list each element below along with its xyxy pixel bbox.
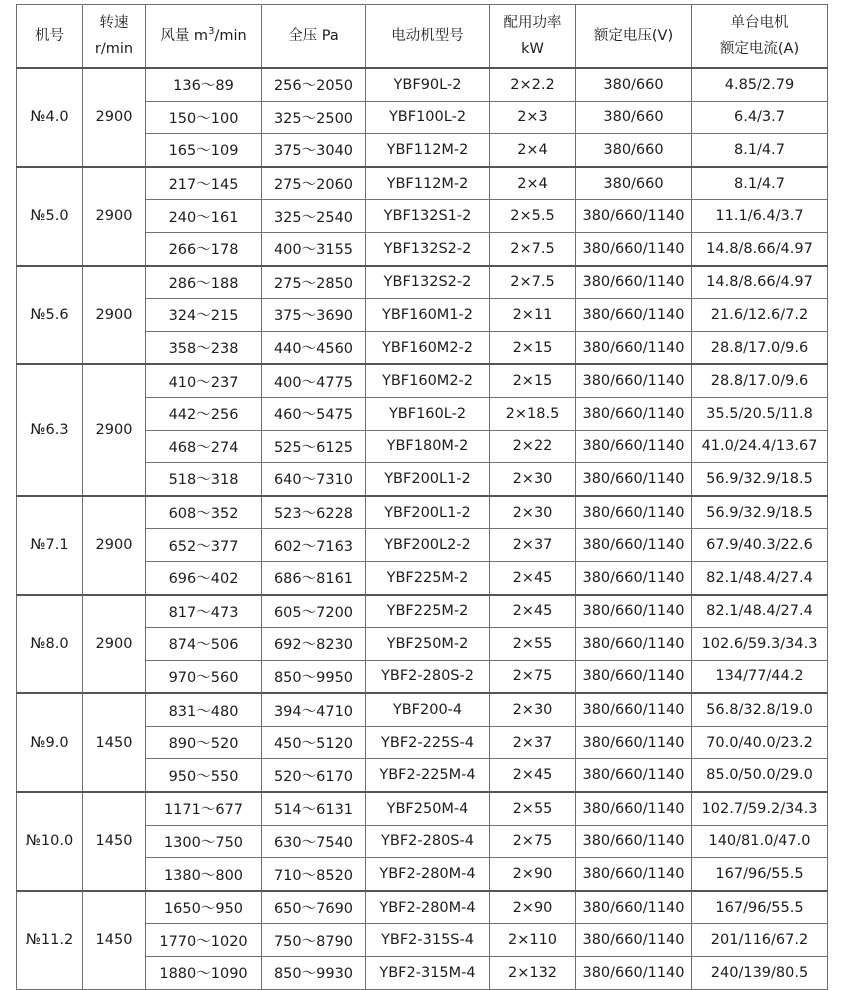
current-cell: 167/96/55.5 [692,891,828,924]
current-cell: 35.5/20.5/11.8 [692,397,828,430]
pressure-cell: 605～7200 [262,595,366,628]
airflow-cell: 165～109 [146,134,262,167]
current-cell: 85.0/50.0/29.0 [692,759,828,792]
pressure-cell: 275～2850 [262,266,366,299]
header-model-no: 机号 [17,5,83,69]
airflow-cell: 1650～950 [146,891,262,924]
motor-model-cell: YBF200L1-2 [366,463,490,496]
voltage-cell: 380/660/1140 [576,825,692,858]
airflow-cell: 831～480 [146,693,262,726]
current-cell: 102.6/59.3/34.3 [692,628,828,661]
motor-model-cell: YBF200-4 [366,693,490,726]
model-no-cell: №9.0 [17,693,83,792]
airflow-cell: 890～520 [146,726,262,759]
pressure-cell: 450～5120 [262,726,366,759]
pressure-cell: 275～2060 [262,167,366,200]
pressure-cell: 525～6125 [262,430,366,463]
voltage-cell: 380/660/1140 [576,792,692,825]
pressure-cell: 325～2500 [262,101,366,134]
voltage-cell: 380/660/1140 [576,200,692,233]
airflow-cell: 1300～750 [146,825,262,858]
current-cell: 56.9/32.9/18.5 [692,463,828,496]
model-no-cell: №8.0 [17,595,83,694]
speed-cell: 1450 [83,792,146,891]
voltage-cell: 380/660/1140 [576,266,692,299]
current-cell: 14.8/8.66/4.97 [692,266,828,299]
voltage-cell: 380/660/1140 [576,595,692,628]
voltage-cell: 380/660/1140 [576,496,692,529]
current-cell: 82.1/48.4/27.4 [692,561,828,594]
motor-model-cell: YBF2-280S-2 [366,660,490,693]
header-pressure: 全压 Pa [262,5,366,69]
motor-model-cell: YBF2-280M-4 [366,858,490,891]
power-cell: 2×15 [490,364,576,397]
airflow-cell: 608～352 [146,496,262,529]
power-cell: 2×5.5 [490,200,576,233]
table-row [17,693,828,726]
motor-model-cell: YBF2-315S-4 [366,924,490,957]
motor-model-cell: YBF200L2-2 [366,529,490,562]
current-cell: 6.4/3.7 [692,101,828,134]
motor-model-cell: YBF160L-2 [366,397,490,430]
motor-model-cell: YBF132S1-2 [366,200,490,233]
pressure-cell: 850～9930 [262,957,366,990]
motor-model-cell: YBF2-280M-4 [366,891,490,924]
current-cell: 41.0/24.4/13.67 [692,430,828,463]
pressure-cell: 375～3040 [262,134,366,167]
power-cell: 2×45 [490,561,576,594]
pressure-cell: 523～6228 [262,496,366,529]
power-cell: 2×90 [490,858,576,891]
power-cell: 2×30 [490,693,576,726]
motor-model-cell: YBF2-225M-4 [366,759,490,792]
power-cell: 2×4 [490,134,576,167]
header-current: 单台电机 额定电流(A) [692,5,828,69]
voltage-cell: 380/660/1140 [576,430,692,463]
voltage-cell: 380/660 [576,167,692,200]
current-cell: 140/81.0/47.0 [692,825,828,858]
pressure-cell: 400～4775 [262,364,366,397]
airflow-cell: 950～550 [146,759,262,792]
motor-model-cell: YBF90L-2 [366,68,490,101]
motor-model-cell: YBF225M-2 [366,595,490,628]
motor-model-cell: YBF2-315M-4 [366,957,490,990]
pressure-cell: 325～2540 [262,200,366,233]
voltage-cell: 380/660/1140 [576,891,692,924]
table-row [17,68,828,101]
airflow-cell: 518～318 [146,463,262,496]
pressure-cell: 630～7540 [262,825,366,858]
model-no-cell: №5.0 [17,167,83,266]
pressure-cell: 440～4560 [262,331,366,364]
motor-model-cell: YBF132S2-2 [366,232,490,265]
motor-model-cell: YBF160M1-2 [366,299,490,332]
current-cell: 21.6/12.6/7.2 [692,299,828,332]
header-motor-model: 电动机型号 [366,5,490,69]
pressure-cell: 460～5475 [262,397,366,430]
header-row [17,5,828,69]
motor-model-cell: YBF225M-2 [366,561,490,594]
power-cell: 2×45 [490,595,576,628]
airflow-cell: 652～377 [146,529,262,562]
voltage-cell: 380/660/1140 [576,660,692,693]
table-row [17,595,828,628]
pressure-cell: 692～8230 [262,628,366,661]
power-cell: 2×37 [490,529,576,562]
voltage-cell: 380/660/1140 [576,364,692,397]
power-cell: 2×55 [490,792,576,825]
speed-cell: 2900 [83,266,146,365]
power-cell: 2×2.2 [490,68,576,101]
motor-model-cell: YBF132S2-2 [366,266,490,299]
airflow-cell: 324～215 [146,299,262,332]
pressure-cell: 686～8161 [262,561,366,594]
current-cell: 167/96/55.5 [692,858,828,891]
current-cell: 67.9/40.3/22.6 [692,529,828,562]
pressure-cell: 514～6131 [262,792,366,825]
airflow-cell: 150～100 [146,101,262,134]
airflow-cell: 468～274 [146,430,262,463]
power-cell: 2×132 [490,957,576,990]
current-cell: 102.7/59.2/34.3 [692,792,828,825]
voltage-cell: 380/660 [576,68,692,101]
speed-cell: 1450 [83,891,146,989]
airflow-cell: 136～89 [146,68,262,101]
current-cell: 240/139/80.5 [692,957,828,990]
model-no-cell: №11.2 [17,891,83,989]
voltage-cell: 380/660/1140 [576,561,692,594]
pressure-cell: 602～7163 [262,529,366,562]
motor-model-cell: YBF100L-2 [366,101,490,134]
current-cell: 4.85/2.79 [692,68,828,101]
current-cell: 28.8/17.0/9.6 [692,364,828,397]
model-no-cell: №6.3 [17,364,83,495]
motor-model-cell: YBF250M-2 [366,628,490,661]
pressure-cell: 850～9950 [262,660,366,693]
power-cell: 2×110 [490,924,576,957]
power-cell: 2×15 [490,331,576,364]
pressure-cell: 394～4710 [262,693,366,726]
airflow-cell: 1770～1020 [146,924,262,957]
table-row [17,891,828,924]
airflow-cell: 970～560 [146,660,262,693]
current-cell: 14.8/8.66/4.97 [692,232,828,265]
speed-cell: 2900 [83,595,146,694]
table-row [17,364,828,397]
voltage-cell: 380/660/1140 [576,299,692,332]
current-cell: 82.1/48.4/27.4 [692,595,828,628]
current-cell: 8.1/4.7 [692,167,828,200]
header-voltage: 额定电压(V) [576,5,692,69]
current-cell: 8.1/4.7 [692,134,828,167]
airflow-cell: 817～473 [146,595,262,628]
voltage-cell: 380/660/1140 [576,924,692,957]
airflow-cell: 286～188 [146,266,262,299]
voltage-cell: 380/660 [576,101,692,134]
header-airflow: 风量 $m^3/\min$ [146,5,262,69]
motor-model-cell: YBF180M-2 [366,430,490,463]
table-header [17,5,828,69]
voltage-cell: 380/660/1140 [576,331,692,364]
current-cell: 28.8/17.0/9.6 [692,331,828,364]
power-cell: 2×75 [490,825,576,858]
power-cell: 2×75 [490,660,576,693]
airflow-cell: 358～238 [146,331,262,364]
speed-cell: 2900 [83,167,146,266]
current-cell: 56.9/32.9/18.5 [692,496,828,529]
speed-cell: 2900 [83,68,146,167]
pressure-cell: 375～3690 [262,299,366,332]
airflow-cell: 442～256 [146,397,262,430]
pressure-cell: 520～6170 [262,759,366,792]
speed-cell: 2900 [83,364,146,495]
voltage-cell: 380/660 [576,134,692,167]
current-cell: 134/77/44.2 [692,660,828,693]
motor-model-cell: YBF112M-2 [366,134,490,167]
motor-model-cell: YBF112M-2 [366,167,490,200]
motor-model-cell: YBF2-280S-4 [366,825,490,858]
table-body [17,68,828,989]
motor-model-cell: YBF2-225S-4 [366,726,490,759]
airflow-cell: 874～506 [146,628,262,661]
power-cell: 2×4 [490,167,576,200]
header-speed: 转速 r/min [83,5,146,69]
model-no-cell: №10.0 [17,792,83,891]
motor-model-cell: YBF200L1-2 [366,496,490,529]
model-no-cell: №4.0 [17,68,83,167]
airflow-cell: 696～402 [146,561,262,594]
fan-spec-table [16,4,828,990]
voltage-cell: 380/660/1140 [576,759,692,792]
airflow-cell: 1880～1090 [146,957,262,990]
pressure-cell: 400～3155 [262,232,366,265]
power-cell: 2×7.5 [490,266,576,299]
motor-model-cell: YBF160M2-2 [366,331,490,364]
model-no-cell: №7.1 [17,496,83,595]
power-cell: 2×55 [490,628,576,661]
header-power: 配用功率 kW [490,5,576,69]
airflow-cell: 410～237 [146,364,262,397]
voltage-cell: 380/660/1140 [576,957,692,990]
power-cell: 2×22 [490,430,576,463]
table-row [17,167,828,200]
voltage-cell: 380/660/1140 [576,397,692,430]
power-cell: 2×7.5 [490,232,576,265]
table-row [17,496,828,529]
airflow-cell: 266～178 [146,232,262,265]
table-row [17,266,828,299]
airflow-cell: 1171～677 [146,792,262,825]
current-cell: 11.1/6.4/3.7 [692,200,828,233]
pressure-cell: 640～7310 [262,463,366,496]
voltage-cell: 380/660/1140 [576,628,692,661]
power-cell: 2×18.5 [490,397,576,430]
power-cell: 2×45 [490,759,576,792]
speed-cell: 2900 [83,496,146,595]
voltage-cell: 380/660/1140 [576,232,692,265]
current-cell: 201/116/67.2 [692,924,828,957]
model-no-cell: №5.6 [17,266,83,365]
voltage-cell: 380/660/1140 [576,463,692,496]
power-cell: 2×3 [490,101,576,134]
power-cell: 2×30 [490,463,576,496]
current-cell: 56.8/32.8/19.0 [692,693,828,726]
voltage-cell: 380/660/1140 [576,529,692,562]
airflow-cell: 1380～800 [146,858,262,891]
pressure-cell: 256～2050 [262,68,366,101]
speed-cell: 1450 [83,693,146,792]
power-cell: 2×37 [490,726,576,759]
motor-model-cell: YBF250M-4 [366,792,490,825]
voltage-cell: 380/660/1140 [576,858,692,891]
pressure-cell: 750～8790 [262,924,366,957]
pressure-cell: 710～8520 [262,858,366,891]
power-cell: 2×90 [490,891,576,924]
pressure-cell: 650～7690 [262,891,366,924]
airflow-cell: 217～145 [146,167,262,200]
power-cell: 2×30 [490,496,576,529]
table-row [17,792,828,825]
voltage-cell: 380/660/1140 [576,693,692,726]
voltage-cell: 380/660/1140 [576,726,692,759]
airflow-cell: 240～161 [146,200,262,233]
power-cell: 2×11 [490,299,576,332]
motor-model-cell: YBF160M2-2 [366,364,490,397]
current-cell: 70.0/40.0/23.2 [692,726,828,759]
